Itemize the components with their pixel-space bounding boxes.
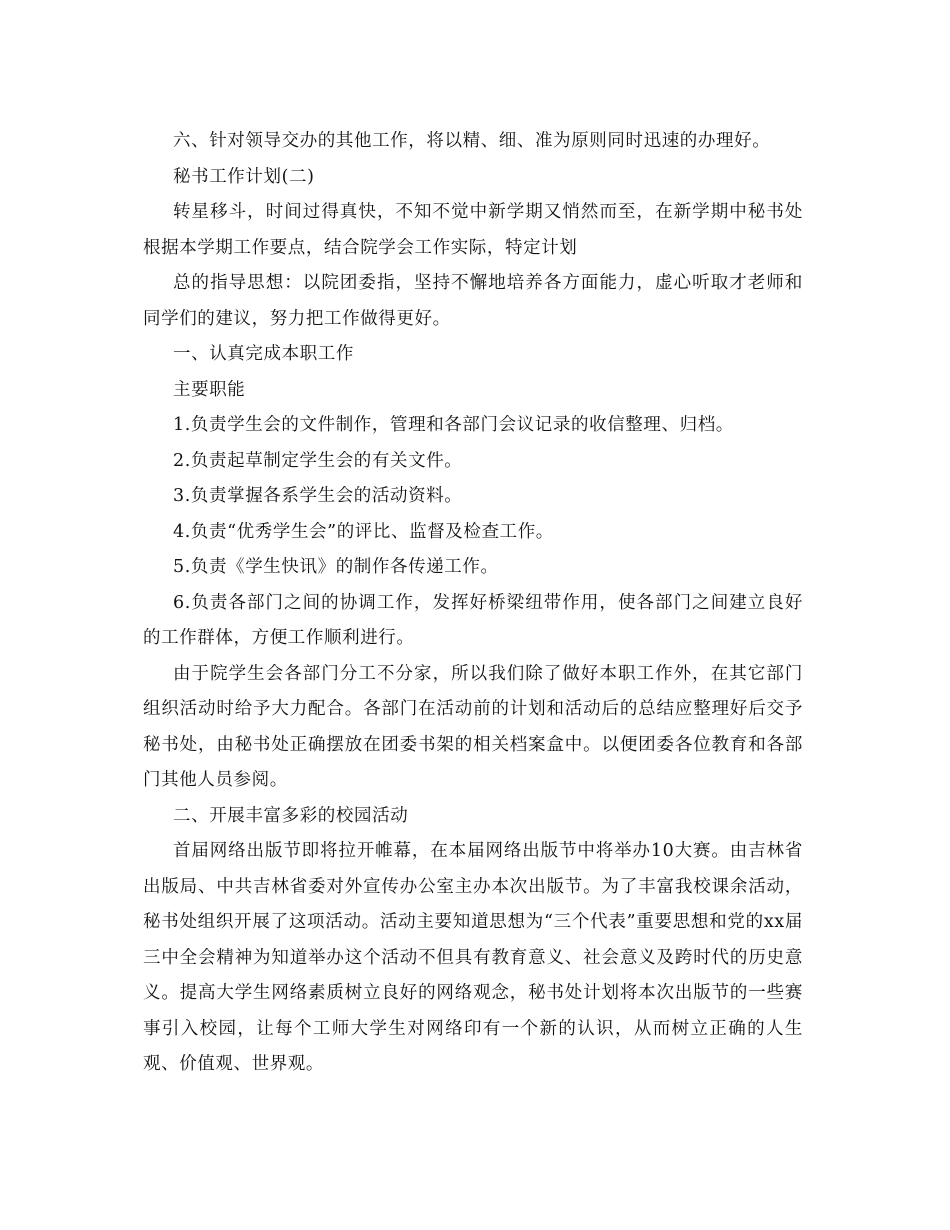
list-item-1: 1.负责学生会的文件制作，管理和各部门会议记录的收信整理、归档。 (173, 415, 734, 435)
section-heading-two: 二、开展丰富多彩的校园活动 (173, 805, 409, 826)
section-heading-plan-two: 秘书工作计划(二) (173, 166, 315, 187)
paragraph-item-six: 六、针对领导交办的其他工作，将以精、细、准为原则同时迅速的办理好。 (173, 131, 771, 151)
list-item-3: 3.负责掌握各系学生会的活动资料。 (173, 486, 463, 506)
paragraph-guiding-thought: 总的指导思想：以院团委指，坚持不懈地培养各方面能力，虚心听取才老师和同学们的建议，努力把工作做得更好。 (143, 273, 803, 329)
section-heading-one: 一、认真完成本职工作 (173, 344, 354, 364)
paragraph-publishing-festival: 首届网络出版节即将拉开帷幕，在本届网络出版节中将举办10大赛。由吉林省出版局、中共吉林省委对外宣传办公室主办本次出版节。为了丰富我校课余活动，秘书处组织开展了这项活动。活动主要知道思想为“三个代表”重要思想和党的xx届三中全会精神为知道举办这个活动不但具有教育意义、社会意义及跨时代的历史意义。提高大学生网络素质树立良好的网络观念，秘书处计划将本次出版节的一些赛事引入校园，让每个工师大学生对网络印有一个新的认识，从而树立正确的人生观、价值观、世界观。 (143, 841, 803, 1074)
list-item-2: 2.负责起草制定学生会的有关文件。 (173, 450, 463, 471)
paragraph-intro: 转星移斗，时间过得真快，不知不觉中新学期又悄然而至，在新学期中秘书处根据本学期工作要点，结合院学会工作实际，特定计划 (143, 202, 803, 258)
paragraph-cooperation: 由于院学生会各部门分工不分家，所以我们除了做好本职工作外，在其它部门组织活动时给予大力配合。各部门在活动前的计划和活动后的总结应整理好后交予秘书处，由秘书处正确摆放在团委书架的相关档案盒中。以便团委各位教育和各部门其他人员参阅。 (143, 663, 803, 790)
document-page (143, 124, 803, 1083)
list-item-6: 6.负责各部门之间的协调工作，发挥好桥梁纽带作用，使各部门之间建立良好的工作群体，方便工作顺利进行。 (143, 592, 803, 648)
list-item-4: 4.负责“优秀学生会”的评比、监督及检查工作。 (173, 521, 554, 542)
list-item-5: 5.负责《学生快讯》的制作各传递工作。 (173, 557, 499, 577)
subheading-main-functions: 主要职能 (173, 379, 246, 400)
